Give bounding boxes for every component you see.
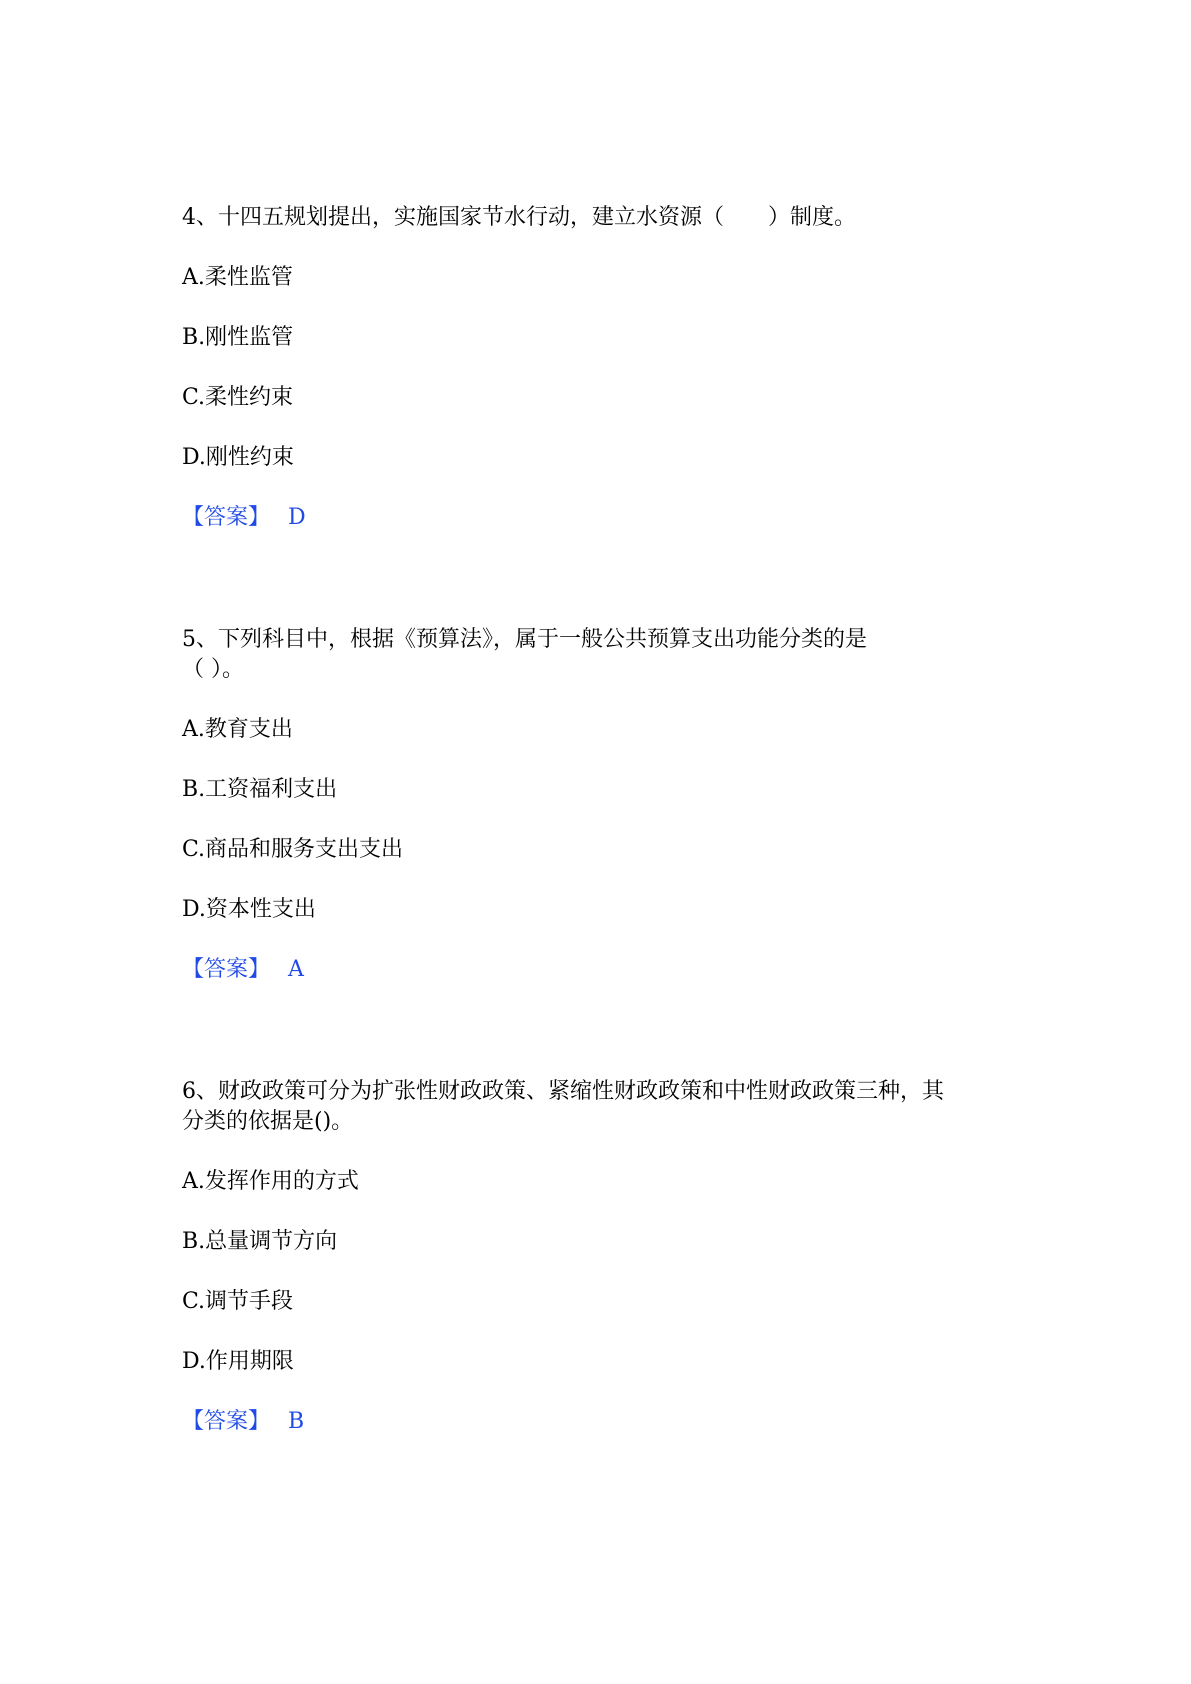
question-6-option-d: D.作用期限 [182,1349,294,1374]
question-4-answer [182,502,306,534]
question-4-option-c: C.柔性约束 [182,385,294,410]
answer-value: B [288,1409,305,1434]
answer-value: D [288,505,306,530]
question-4-option-d: D.刚性约束 [182,445,294,470]
answer-label: 【答案】 [182,957,271,982]
answer-label: 【答案】 [182,505,271,530]
question-5-option-b: B.工资福利支出 [182,777,338,802]
question-5-option-a: A.教育支出 [182,717,293,742]
question-4-stem: 4、十四五规划提出，实施国家节水行动，建立水资源（ ）制度。 [182,205,856,230]
question-5-option-d: D.资本性支出 [182,897,316,922]
question-6-option-b: B.总量调节方向 [182,1229,338,1254]
question-6-stem-line-1: 6、财政政策可分为扩张性财政政策、紧缩性财政政策和中性财政政策三种，其 [182,1079,944,1104]
question-6-stem-line-2: 分类的依据是()。 [182,1109,354,1134]
question-4-option-b: B.刚性监管 [182,325,294,350]
question-5-stem-line-2: （ ）。 [182,657,244,682]
question-4-option-a: A.柔性监管 [182,265,293,290]
question-6-option-c: C.调节手段 [182,1289,294,1314]
question-5-stem-line-1: 5、下列科目中，根据《预算法》，属于一般公共预算支出功能分类的是 [182,627,867,652]
answer-value: A [288,957,304,982]
question-5-answer [182,954,304,986]
question-6-answer [182,1406,304,1438]
question-6-option-a: A.发挥作用的方式 [182,1169,359,1194]
question-5-option-c: C.商品和服务支出支出 [182,837,404,862]
answer-label: 【答案】 [182,1409,271,1434]
